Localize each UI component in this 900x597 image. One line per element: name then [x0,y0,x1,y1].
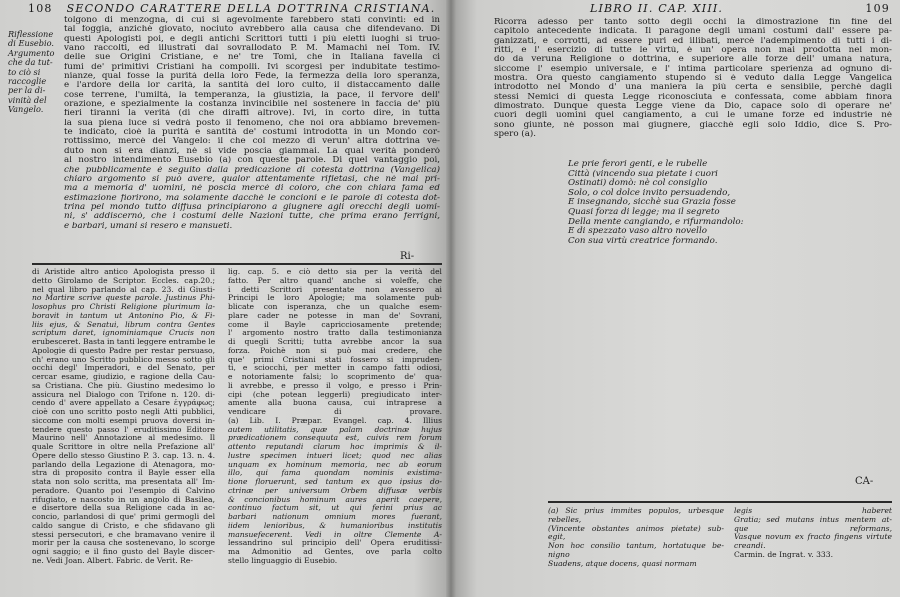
margin-note-line: vinità del [8,94,47,105]
text-line: cose terrene, l'umiltà, la temperanza, la giustizia, la pace, il fervore dell' [64,90,440,100]
text-line: te indicato, cioè la purità e santità de' costumi introdotta in un Mondo cor- [64,128,440,138]
poem-quotation [568,160,848,246]
footnote-line: rifugiato, e nascosto in un angolo di Basilea, [32,495,215,504]
poem-line: Con sua virtù creatrice formando. [568,235,718,246]
footnote-line: scriptum daret, ignominiamque Crucis non [32,329,215,338]
left-catchword: Ri- [400,251,415,262]
left-running-title: SECONDO CARATTERE DELLA DOTTRINA CRISTIANA. [66,2,436,15]
footnote-line: creandi. [734,542,766,550]
footnote-line: tendere questo passo l' eruditissimo Editore [32,425,215,434]
text-line: ni, s' addiscernò, che i costumi delle Nazioni tutte, che prima erano ferrigni, [64,212,440,222]
right-catchword: CA- [855,476,874,487]
left-footnote-column-2 [228,268,442,566]
margin-note-line: to ciò si [8,66,41,77]
text-line: capitolo antecedente indicata. Il paragone degli umani costumi dall' essere pa- [494,27,892,37]
text-line: nianze, qual fosse la purità della loro Fede, la fermezza della loro speranza, [64,72,440,82]
poem-line: Solo, o col dolce invito persuadendo, [568,187,731,198]
footnote-line: Opere dello stesso Giustino P. 3. cap. 13. n. 4. [32,451,215,460]
footnote-line: iidem lenioribus, & humanioribus institutis [228,521,442,530]
poem-line: Ostinati) domò: nè col consiglio [568,178,708,189]
text-line: orazione, e spezialmente la costanza invincibile nel sostenere in faccia de' più [64,100,440,110]
footnote-line: nigno [548,550,570,559]
text-line: do da veruna Religione o dottrina, e superiore alle forze dell' umana natura, [494,55,892,65]
footnote-line: detto Girolamo de Scriptor. Eccles. cap.20.; [32,276,215,285]
text-line: cuori degli uomini quel cangiamento, a cui le umane forze ed industrie nè [494,111,892,121]
footnote-line: morir per la causa che sostenevano, lo scorge [32,539,215,548]
right-running-title: LIBRO II. CAP. XIII. [590,2,724,15]
text-line: dimostrato. Dunque questa Legge viene da Dio, capace solo di operare ne' [494,102,892,112]
left-footnote-column-1 [32,268,215,566]
footnote-line: cipi (che potean leggerli) pregiudicato inter- [228,390,442,399]
footnote-line: cercar esame, giudizio, e ragione della Cau- [32,373,215,381]
footnote-line: egit, [548,533,566,542]
text-line: chiaro argomento si può avere, qualor attentamente rifletasi, che nè mai pri- [64,174,440,184]
text-line: spero (a). [494,130,537,140]
footnote-line: (a) Sic prius immites populos, urbesque [548,507,724,515]
footnote-line: no Martire scrive queste parole. Justinus Phi- [32,294,215,303]
footnote-line: come il Bayle capricciosamente pretende; [228,320,442,329]
footnote-line: cioè con uno scritto posto negli Atti pubblici, [32,408,215,416]
poem-line: Della mente cangiando, e rifurmandolo: [568,216,744,227]
footnote-line: ne. Vedi Joan. Albert. Fabric. de Verit. Re- [32,556,193,565]
right-footnote-column-2 [734,507,892,560]
right-page [450,0,900,597]
text-line: estimazione fiorirono, ma solamente dacchè le concioni e le parole di cotesta dot- [64,193,440,203]
text-line: ganizzati, e corrotti, ad essere puri ed illibati, mercè l'adempimento di tutti i di- [494,36,892,46]
footnote-line: e disertore della sua Religione cada in ac- [32,504,215,513]
footnote-line: continuo factum sit, ut qui ferini prius ac [228,504,442,513]
footnote-line: nel qual libro parlando al cap. 23. di Giusti- [32,285,215,294]
text-line: Ricorra adesso per tanto sotto degli occhi la dimostrazione fin fine del [494,18,892,27]
footnote-line: autem utilitatis, quæ palam doctrinæ hujus [228,425,442,434]
text-line: mostra. Ora questo cangiamento stupendo si è veduto dalla Legge Vangelica [494,74,892,84]
poem-line: Quasi forza di legge; ma il segreto [568,206,720,217]
footnote-line: peradore. Quanto poi l'esempio di Calvino [32,486,215,495]
text-line: e l'ardore della lor carità, la santità del loro culto, il distaccamento dalle [64,81,440,91]
footnote-line: forza. Poichè non si può mai credere, che [228,346,442,355]
text-line: sono giunte, nè posson mai giugnere, giacchè egli solo Iddio, dice S. Pro- [494,120,892,130]
footnote-line: erubesceret. Basta in tanti leggere entrambe le [32,338,215,346]
footnote-line: stra di proposito contra il Bayle esser ella [32,469,215,478]
footnote-line: legis haberet [734,507,892,515]
footnote-line: siccome con molti esempi pruova doversi in- [32,416,215,425]
footnote-line: Non hoc consilio tantum, hortatuque be- [548,542,724,550]
footnote-line: lustre specimen intueri licet; quod nec alias [228,451,442,460]
text-line: ritti, e l' esercizio di tutte le virtù, è un' opera non mai prodotta nel mon- [494,46,892,56]
text-line: fumi de' primitivi Cristiani ha compolli. Ivi scorgesi per indubitate testimo- [64,62,440,72]
text-line: tal foggia, anzichè giovato, nociuto avrebbero alla causa che difendevano. Di [64,25,440,35]
right-footnote-column-1 [548,507,724,568]
margin-note-line: Riflessione [8,29,54,39]
footnote-line: Suadens, atque docens, quasi normam [548,559,697,568]
footnote-line: fatto. Per altro quand' anche si voleffe, che [228,276,442,285]
poem-line: E di spezzato vaso altro novello [568,226,707,237]
footnote-line: concio, parlandosi di que' primi germogli del [32,513,215,521]
text-line: vano raccolti, ed illustrati dal sovrallodato P. M. Mamachi nel Tom. IV. [64,44,440,54]
footnote-line: quale Scrittore in oltre nella Prefazione all' [32,443,215,451]
margin-note [8,30,60,115]
text-line: che pubblicamente è seguito dalla predicazione di cotesta dottrina (Vangelica) [64,165,440,175]
footnote-line: assicura nel Dialogo con Trifone n. 120. di- [32,390,215,399]
footnote-divider [548,501,892,503]
footnote-line: Principi le loro Apologie; ma solamente pub- [228,294,442,303]
text-line: ma a memoria d' uomini, nè poscia mercè di coloro, che con chiara fama ed [64,184,440,194]
margin-note-line: di Eusebio. [8,38,55,49]
margin-note-line: raccoglie [8,76,47,87]
footnote-line: Carmin. de Ingrat. v. 333. [734,550,833,559]
footnote-line: plare cader ne potesse in man de' Sovrani, [228,311,442,320]
footnote-line: Apologie di questo Padre per restar persuaso, [32,346,215,355]
footnote-line: barbari nationum omnium mores fuerant, [228,513,442,521]
footnote-line: parlando della Legazione di Atenagora, mo- [32,460,215,469]
footnote-line: (a) Lib. I. Præpar. Evangel. cap. 4. Illius [228,416,442,425]
footnote-line: rebelles, [548,515,582,524]
text-line: fieri tiranni la verità (di che diraffi altrove). Ivi, in corto dire, in tutta [64,109,440,119]
footnote-line: occhi degl' Imperadori, e del Senato, per [32,364,215,373]
margin-note-line: che da tut- [8,57,53,68]
footnote-line: ctrinæ per universum Orbem diffusæ verbis [228,486,442,495]
text-line: trina pel mondo tutto diffusa principiarono a giugnere agli orecchi degli uomi- [64,202,440,212]
footnote-line: cendo d' avere appellato a Cesare ἐγγράφως; [32,399,215,408]
footnote-line: ma Admonitio ad Gentes, ove parla colto [228,548,442,556]
footnote-line: mansuefecerent. Vedi in oltre Clemente A- [228,530,442,539]
footnote-line: sa Cristiana. Che più. Giustino medesimo lo [32,381,215,390]
footnote-line: stata non solo scritta, ma presentata all' Im- [32,478,215,486]
footnote-line: li avrebbe, e presso il volgo, e presso i Prin- [228,381,442,390]
right-running-head [590,2,890,15]
poem-line: Le prie ferori genti, e le rubelle [568,159,708,169]
text-line: siccome l' esempio universale, e l' intima particolare sperienza ad ognuno di- [494,64,892,74]
footnote-line: unquam ex hominum memoria, nec ab eorum [228,460,442,469]
footnote-line: e notoriamente falsi; lo scoprimento de' qua- [228,373,442,381]
text-line: tolgono di menzogna, di cui si agevolmente farebbero stati convinti: ed in [64,16,440,25]
footnote-line: di Aristide altro antico Apologista presso il [32,268,215,276]
book-gutter [446,0,456,597]
footnote-line: di quegli Scritti; tutta avrebbe ancor la sua [228,338,442,346]
footnote-line: ogni saggio; e il fino gusto del Bayle discer- [32,548,215,556]
margin-note-line: Argumento [8,47,55,58]
left-running-head [28,2,435,15]
footnote-line: attento reputandi clarum hoc imprimis & il- [228,443,442,451]
footnote-line: stello linguaggio di Eusebio. [228,556,338,565]
footnote-line: Vasque novum ex fracto fingens virtute [734,533,892,542]
footnote-line: ch' erano uno Scritto pubblico messo sotto gli [32,355,215,364]
footnote-line: losophus pro Christi Religione plurimum la- [32,303,215,311]
margin-note-line: per la di- [8,85,46,96]
footnote-line: amente alla buona causa, cui intraprese a [228,399,442,408]
poem-line: Città (vincendo sua pietate i cuori [568,168,718,179]
footnote-line: lessandrino sul principio dell' Opera eruditissi- [228,539,442,548]
left-main-text [64,16,440,231]
left-page-number: 108 [28,2,53,15]
footnote-line: ti, e sciocchi, per metter in campo fatti odiosi, [228,364,442,373]
footnote-line: prædicationem consequuta est, cuivis rem forum [228,434,442,443]
footnote-line: l' argomento nostro tratto dalla testimonianza [228,329,442,338]
right-main-text [494,18,892,139]
footnote-line: caldo sangue di Cristo, e che sfidavano gli [32,521,215,530]
footnote-line: Maurino nell' Annotazione al medesimo. Il [32,434,215,443]
footnote-line: liis ejus, & Senatui, librum contra Gentes [32,320,215,329]
text-line: la sua piena luce si vedrà posto il fenomeno, che noi ora abbiamo brevemen- [64,118,440,128]
footnote-line: (Vincente obstantes animos pietate) sub- [548,524,724,533]
text-line: duto non si era dianzi, nè si vide poscia giammai. La qual verità ponderò [64,146,440,156]
footnote-line: & concionibus hominum aures aperit caepere, [228,495,442,504]
text-line: rottissimo, mercè del Vangelo: il che col mezzo di verun' altra dottrina ve- [64,137,440,147]
margin-note-line: Vangelo. [8,104,44,115]
footnote-line: que' primi Cristiani stati fossero si impruden- [228,355,442,364]
footnote-line: illo, qui fama quondam nominis existima- [228,469,442,478]
poem-line: E insegnando, sicchè sua Grazia fosse [568,197,736,208]
text-line: e barbari, umani si resero e mansueti. [64,221,233,231]
right-page-number: 109 [865,2,890,15]
footnote-divider [32,263,442,265]
footnote-line: vendicare di provare. [228,408,442,416]
footnote-line: blicate con isperanza, che un qualche esem- [228,303,442,311]
text-line: al nostro intendimento Eusebio (a) con queste parole. Di quel vantaggio poi, [64,156,440,166]
footnote-line: stessi persecutori, e che bramavano venire il [32,530,215,539]
text-line: questi Apologisti poi, e degli antichi Scrittori tutti i più eletti luoghi si truo- [64,34,440,44]
footnote-line: tione floruerunt, sed tantum ex quo ipsius do- [228,478,442,486]
footnote-line: lig. cap. 5. e ciò detto sia per la verità del [228,268,442,276]
text-line: stessi Nemici di questa Legge riconosciuta e confessata, come abbiam finora [494,92,892,102]
text-line: introdotto nel Mondo d' una maniera la più certa e sensibile, perchè dagli [494,83,892,93]
footnote-line: i detti Scrittori presentate non avessero ai [228,285,442,294]
footnote-line: que reformans, [734,524,892,533]
footnote-line: Gratia; sed mutans intus mentem at- [734,515,892,524]
footnote-line: boravit in tantum ut Antonino Pio, & Fi- [32,311,215,320]
text-line: delle sue Origini Cristiane, e ne' tre Tomi, che in Italiana favella ci [64,53,440,63]
